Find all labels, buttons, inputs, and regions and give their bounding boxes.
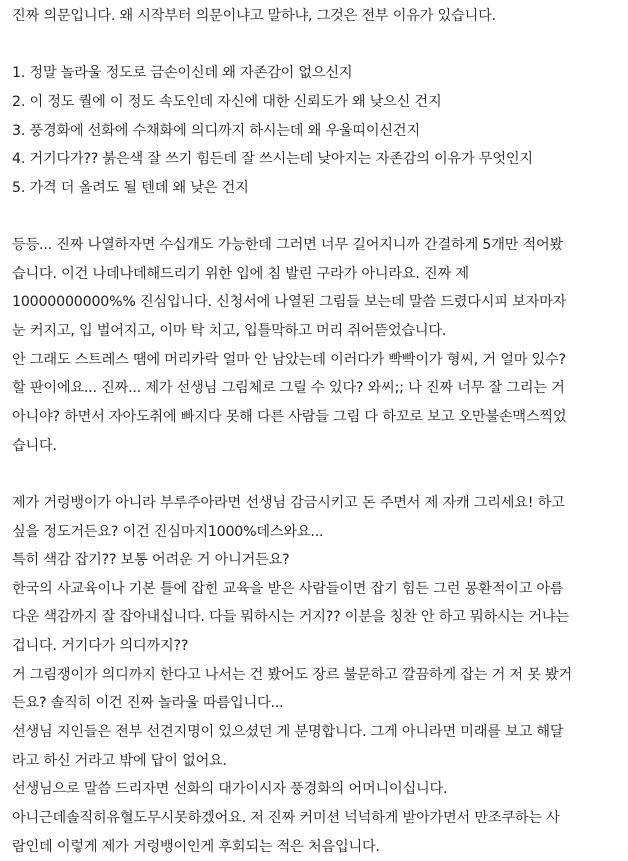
text-line: 든요? 솔직히 이건 진짜 놀라울 따름입니다...: [12, 695, 284, 712]
list-item: 3. 풍경화에 선화에 수채화에 의디까지 하시는데 왜 우울띠이신건지: [12, 122, 420, 139]
text-line: 싶을 정도거든요? 이건 진심마지1000%데스와요...: [12, 523, 324, 540]
blank-line: [12, 202, 628, 231]
text-line: 아니근데솔직히유혈도무시못하겠어요. 저 진짜 커미션 넉넉하게 받아가면서 만조쿠하는 사: [12, 809, 560, 826]
text-line: 습니다. 이건 나데나데해드리기 위한 입에 침 발린 구라가 아니라요. 진짜 제: [12, 265, 469, 282]
list-item: 5. 가격 더 올려도 될 텐데 왜 낮은 건지: [12, 179, 249, 196]
text-line: 다운 색감까지 잘 잡아내십니다. 다들 뭐하시는 거지?? 이분을 칭찬 안 하고 뭐하시는 거냐는: [12, 609, 569, 626]
text-line: 특히 색감 잡기?? 보통 어려운 거 아니거든요?: [12, 552, 290, 569]
text-line: 거 그림쟁이가 의디까지 한다고 나서는 건 봤어도 장르 불문하고 깔끔하게 잡는 거 저 못 봤거: [12, 666, 573, 683]
text-line: 할 판이에요... 진짜... 제가 선생님 그림체로 그릴 수 있다? 와씨;; 나 진짜 너무 잘 그리는 거: [12, 380, 565, 397]
blank-line: [12, 460, 628, 489]
text-line: 라고 하신 거라고 밖에 답이 없어요.: [12, 752, 227, 769]
text-line: 습니다.: [12, 437, 57, 454]
text-line: 안 그래도 스트레스 땜에 머리카락 얼마 안 남았는데 이러다가 빡빡이가 형씨, 거 얼마 있수?: [12, 351, 566, 368]
text-line: 아니야? 하면서 자아도취에 빠지다 못해 다른 사람들 그림 다 하꼬로 보고 오만불손맥스찍었: [12, 408, 567, 425]
text-line: 눈 커지고, 입 벌어지고, 이마 탁 치고, 입틀막하고 머리 쥐어뜯었습니다.: [12, 323, 447, 340]
list-item: 1. 정말 놀라울 정도로 금손이신데 왜 자존감이 없으신지: [12, 65, 353, 82]
text-line: 선생님 지인들은 전부 선견지명이 있으셨던 게 분명합니다. 그게 아니라면 미래를 보고 해달: [12, 724, 564, 741]
text-line: 등등... 진짜 나열하자면 수십개도 가능한데 그러면 너무 길어지니까 간결하게 5개만 적어봤: [12, 237, 564, 254]
text-line: 겁니다. 거기다가 의디까지??: [12, 638, 189, 655]
text-line: 10000000000%% 진심입니다. 신청서에 나열된 그림들 보는데 말씀 드렸다시피 보자마자: [12, 294, 567, 311]
text-line: 한국의 사교육이나 기본 틀에 잡힌 교육을 받은 사람들이면 잡기 힘든 그런 몽환적이고 아름: [12, 580, 564, 597]
text-line: 진짜 의문입니다. 왜 시작부터 의문이냐고 말하냐, 그것은 전부 이유가 있습니다.: [12, 8, 496, 24]
text-line: 람인데 이렇게 제가 거렁뱅이인게 후회되는 적은 처음입니다.: [12, 838, 380, 855]
text-line: 선생님으로 말씀 드리자면 선화의 대가이시자 풍경화의 어머니이십니다.: [12, 781, 448, 798]
list-item: 4. 거기다가?? 붉은색 잘 쓰기 힘든데 잘 쓰시는데 낮아지는 자존감의 이유가 무엇인지: [12, 151, 533, 168]
text-line: 제가 거렁뱅이가 아니라 부루주아라면 선생님 감금시키고 돈 주면서 제 자캐 그리세요! 하고: [12, 494, 565, 511]
list-item: 2. 이 정도 퀄에 이 정도 속도인데 자신에 대한 신뢰도가 왜 낮으신 건지: [12, 93, 442, 110]
blank-line: [12, 31, 628, 60]
